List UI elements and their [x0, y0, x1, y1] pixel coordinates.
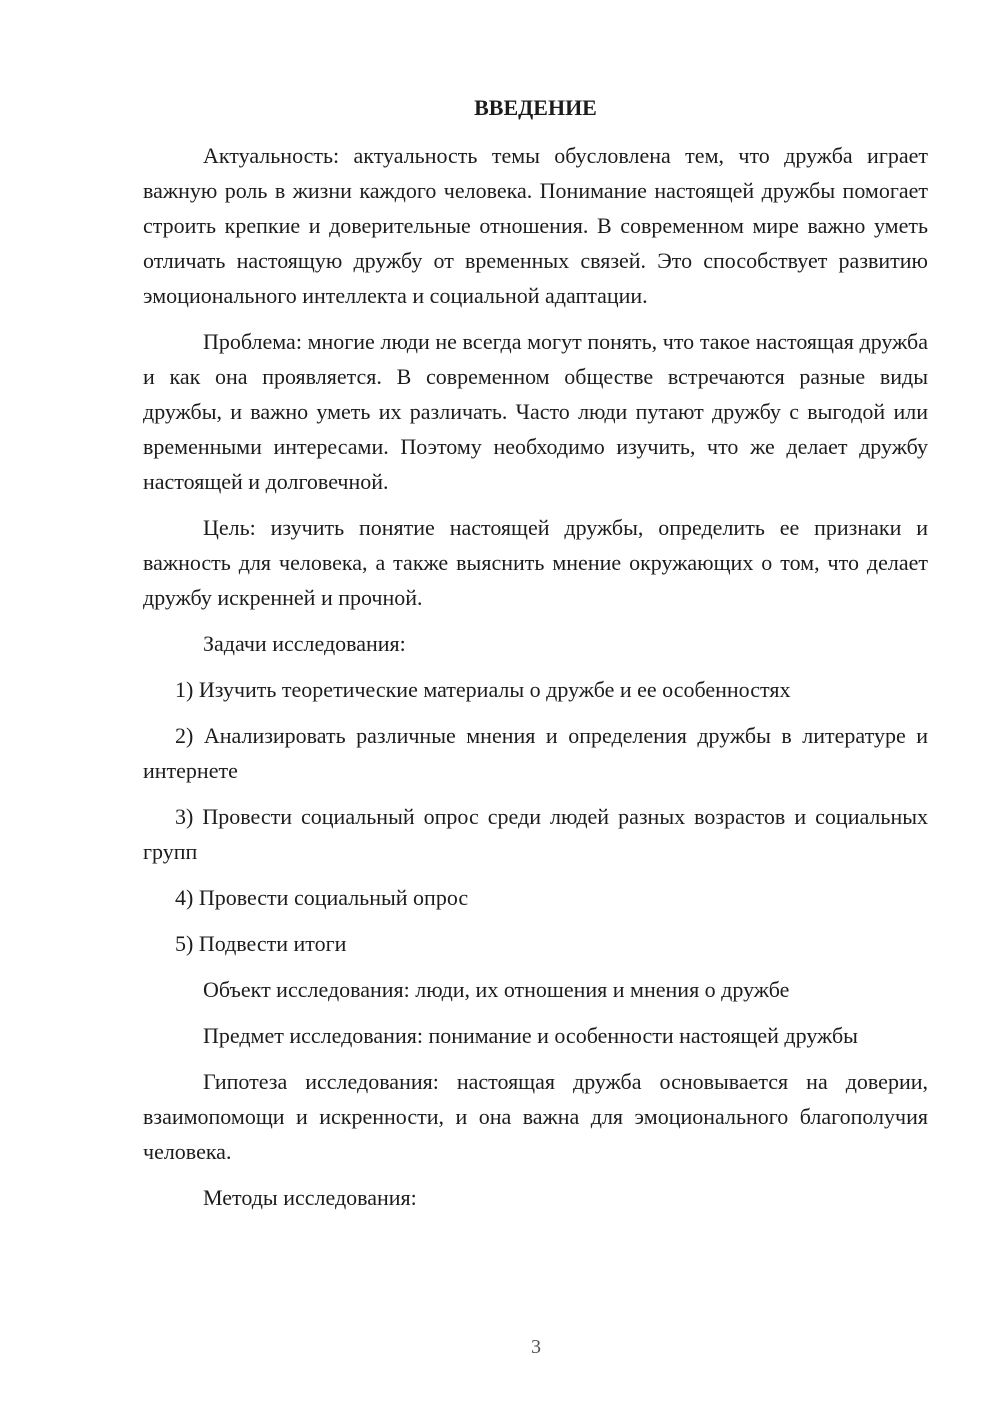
paragraph-relevance: Актуальность: актуальность темы обусловлена тем, что дружба играет важную роль в жизни каждого человека. Понимание настоящей дружбы помогает строить крепкие и доверительные отношения. В современном мире важно уметь отличать настоящую дружбу от временных связей. Это способствует развитию эмоционального интеллекта и социальной адаптации.	[143, 143, 928, 308]
page-content	[143, 92, 928, 1226]
paragraph-subject: Предмет исследования: понимание и особенности настоящей дружбы	[203, 1023, 858, 1048]
task-item-4: 4) Провести социальный опрос	[175, 885, 469, 910]
paragraph-goal: Цель: изучить понятие настоящей дружбы, определить ее признаки и важность для человека, а также выяснить мнение окружающих о том, что делает дружбу искренней и прочной.	[143, 515, 928, 610]
methods-heading: Методы исследования:	[203, 1185, 417, 1210]
task-item-1: 1) Изучить теоретические материалы о дружбе и ее особенностях	[175, 677, 791, 702]
tasks-heading: Задачи исследования:	[203, 631, 406, 656]
task-item-2: 2) Анализировать различные мнения и определения дружбы в литературе и интернете	[143, 723, 928, 783]
task-item-5: 5) Подвести итоги	[175, 931, 347, 956]
section-title: ВВЕДЕНИЕ	[474, 95, 597, 120]
paragraph-hypothesis: Гипотеза исследования: настоящая дружба основывается на доверии, взаимопомощи и искренности, и она важна для эмоционального благополучия человека.	[143, 1069, 928, 1164]
page-number: 3	[531, 1336, 541, 1358]
paragraph-object: Объект исследования: люди, их отношения и мнения о дружбе	[203, 977, 790, 1002]
paragraph-problem: Проблема: многие люди не всегда могут понять, что такое настоящая дружба и как она проявляется. В современном обществе встречаются разные виды дружбы, и важно уметь их различать. Часто люди путают дружбу с выгодой или временными интересами. Поэтому необходимо изучить, что же делает дружбу настоящей и долговечной.	[143, 329, 928, 494]
task-item-3: 3) Провести социальный опрос среди людей разных возрастов и социальных групп	[143, 804, 928, 864]
